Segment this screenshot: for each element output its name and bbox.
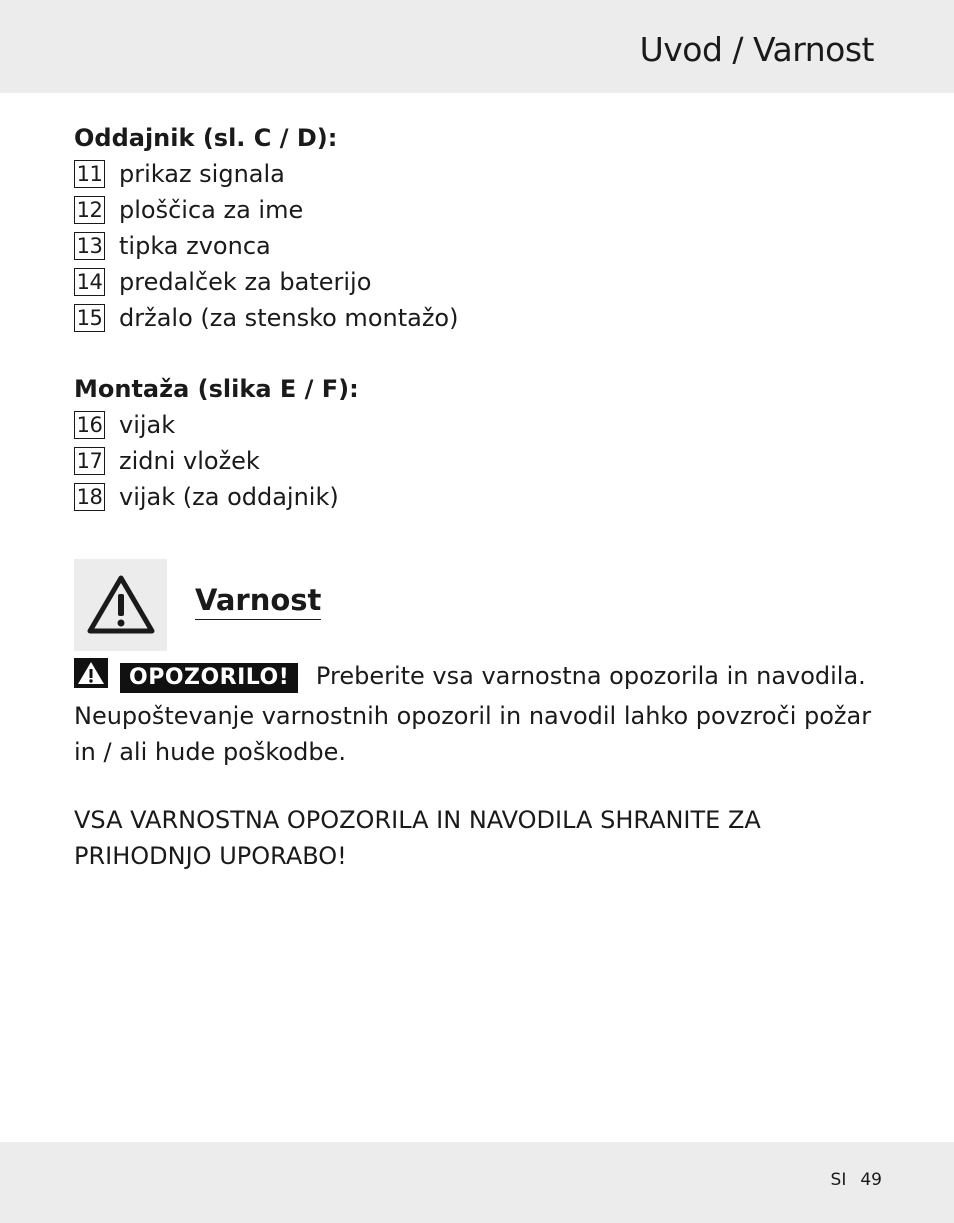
transmitter-list xyxy=(74,156,874,336)
warning-badge: OPOZORILO! xyxy=(120,663,298,693)
item-label: tipka zvonca xyxy=(119,232,271,260)
item-label: prikaz signala xyxy=(119,160,285,188)
safety-title: Varnost xyxy=(195,583,321,620)
safety-icon-box xyxy=(74,559,167,651)
item-label: vijak xyxy=(119,411,176,439)
page-title: Uvod / Varnost xyxy=(639,30,874,69)
list-item xyxy=(74,192,874,228)
item-number: 13 xyxy=(74,232,105,260)
mounting-list xyxy=(74,407,874,515)
list-item xyxy=(74,264,874,300)
warning-triangle-icon xyxy=(86,574,156,636)
page-number: 49 xyxy=(860,1170,882,1190)
item-label: zidni vložek xyxy=(119,447,260,475)
transmitter-heading: Oddajnik (sl. C / D): xyxy=(74,124,338,152)
warning-text-line2: Neupoštevanje varnostnih opozoril in navodil lahko povzroči požar xyxy=(74,702,872,730)
mounting-heading: Montaža (slika E / F): xyxy=(74,375,359,403)
warning-text-line3: in / ali hude poškodbe. xyxy=(74,738,346,766)
item-label: predalček za baterijo xyxy=(119,268,372,296)
list-item xyxy=(74,300,874,336)
caps-line1: VSA VARNOSTNA OPOZORILA IN NAVODILA SHRANITE ZA xyxy=(74,806,761,834)
list-item xyxy=(74,443,874,479)
list-item xyxy=(74,407,874,443)
caps-line2: PRIHODNJO UPORABO! xyxy=(74,842,347,870)
item-number: 17 xyxy=(74,447,105,475)
footer xyxy=(831,1170,882,1190)
list-item xyxy=(74,156,874,192)
warning-paragraph xyxy=(74,658,874,770)
warning-text-line1: Preberite vsa varnostna opozorila in navodila. xyxy=(315,662,866,690)
item-number: 14 xyxy=(74,268,105,296)
item-number: 16 xyxy=(74,411,105,439)
save-instructions-text xyxy=(74,802,874,874)
item-label: ploščica za ime xyxy=(119,196,304,224)
list-item xyxy=(74,479,874,515)
warning-icon xyxy=(74,658,108,698)
parts-content xyxy=(74,120,874,515)
item-number: 15 xyxy=(74,304,105,332)
item-label: vijak (za oddajnik) xyxy=(119,483,339,511)
language-code: SI xyxy=(830,1170,847,1190)
item-number: 12 xyxy=(74,196,105,224)
footer-band xyxy=(0,1142,954,1223)
item-number: 11 xyxy=(74,160,105,188)
item-number: 18 xyxy=(74,483,105,511)
list-item xyxy=(74,228,874,264)
item-label: držalo (za stensko montažo) xyxy=(119,304,459,332)
